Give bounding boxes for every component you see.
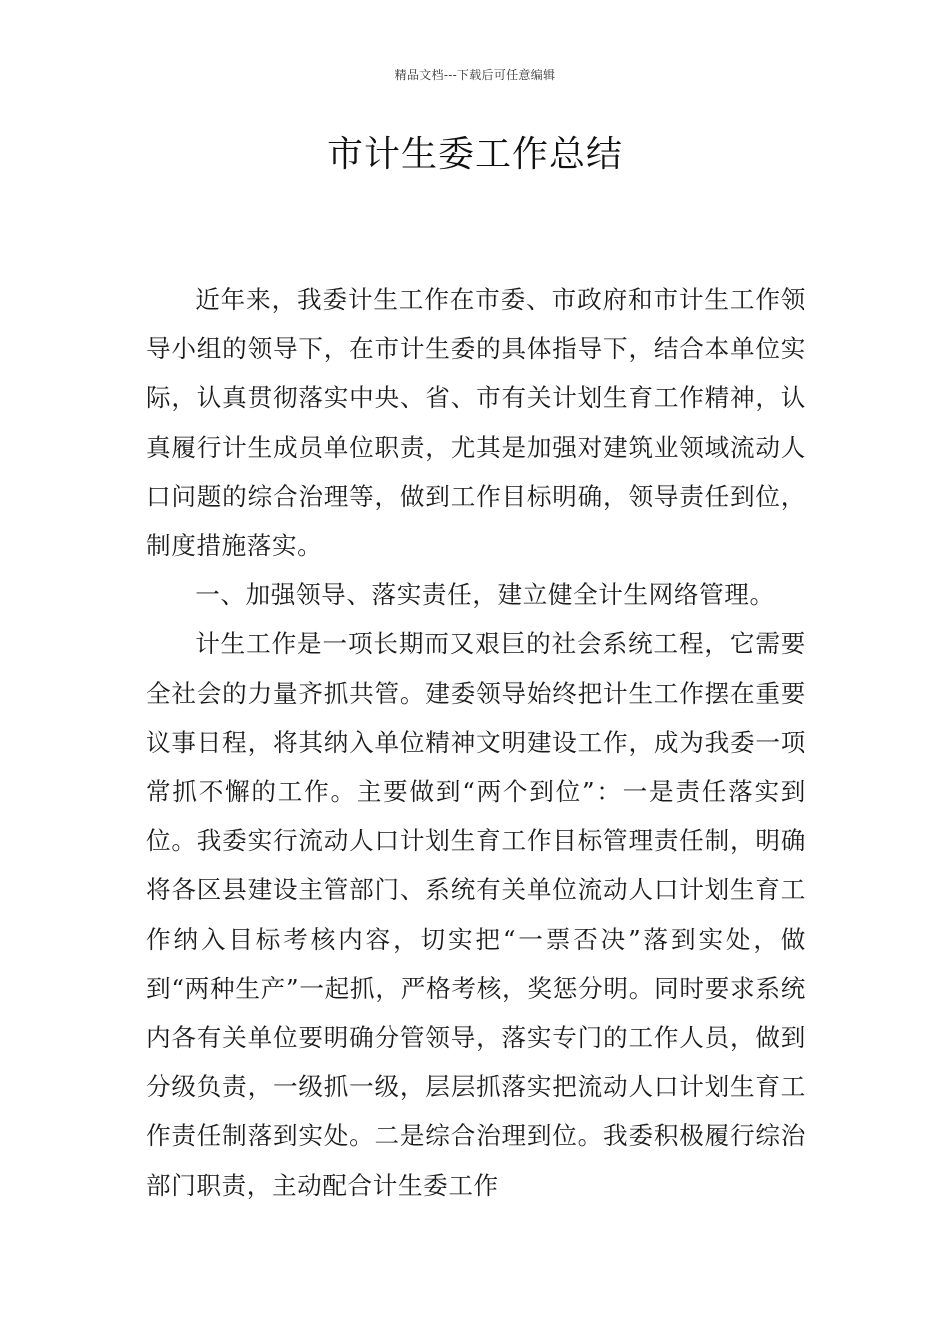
document-body xyxy=(146,275,806,1210)
section-heading-1: 一、加强领导、落实责任，建立健全计生网络管理。 xyxy=(195,580,775,610)
paragraph-intro: 近年来，我委计生工作在市委、市政府和市计生工作领导小组的领导下，在市计生委的具体指导下，结合本单位实际，认真贯彻落实中央、省、市有关计划生育工作精神，认真履行计生成员单位职责，尤其是加强对建筑业领域流动人口问题的综合治理等，做到工作目标明确，领导责任到位，制度措施落实。 xyxy=(146,285,806,561)
header-watermark: 精品文档---下载后可任意编辑 xyxy=(394,68,556,82)
document-title: 市计生委工作总结 xyxy=(326,134,623,175)
paragraph-section-1: 计生工作是一项长期而又艰巨的社会系统工程，它需要全社会的力量齐抓共管。建委领导始终把计生工作摆在重要议事日程，将其纳入单位精神文明建设工作，成为我委一项常抓不懈的工作。主要做到“两个到位”：一是责任落实到位。我委实行流动人口计划生育工作目标管理责任制，明确将各区县建设主管部门、系统有关单位流动人口计划生育工作纳入目标考核内容，切实把“一票否决”落到实处，做到“两种生产”一起抓，严格考核，奖惩分明。同时要求系统内各有关单位要明确分管领导，落实专门的工作人员，做到分级负责，一级抓一级，层层抓落实把流动人口计划生育工作责任制落到实处。二是综合治理到位。我委积极履行综治部门职责，主动配合计生委工作 xyxy=(146,629,806,1200)
